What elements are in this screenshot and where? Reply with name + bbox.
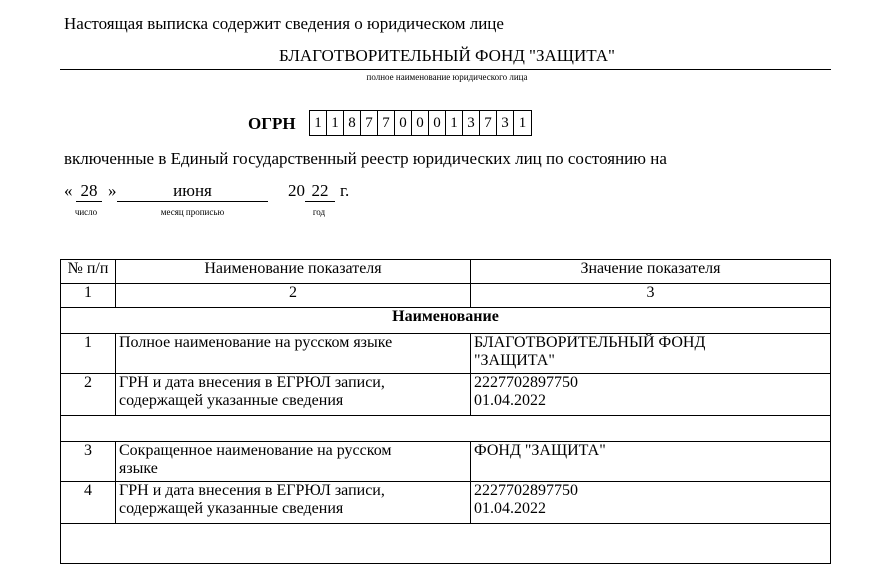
ogrn-digit: 0 xyxy=(429,111,446,135)
indicator-line: ГРН и дата внесения в ЕГРЮЛ записи, xyxy=(119,374,385,391)
row-indicator: Полное наименование на русском языке xyxy=(116,334,471,374)
ogrn-digit: 1 xyxy=(518,114,527,131)
date-year-suffix: 22 xyxy=(305,181,335,202)
col-number-cell: 1 xyxy=(61,284,116,308)
table-row xyxy=(61,374,831,416)
indicator-line: ГРН и дата внесения в ЕГРЮЛ записи, xyxy=(119,482,385,499)
ogrn-digit: 7 xyxy=(480,111,497,135)
row-indicator xyxy=(116,442,471,482)
header-number: № п/п xyxy=(61,260,116,284)
ogrn-digit: 0 xyxy=(412,111,429,135)
section-title: Наименование xyxy=(61,308,831,334)
date-open-quote: « xyxy=(64,181,73,200)
col-number-cell: 3 xyxy=(471,284,831,308)
indicator-line: содержащей указанные сведения xyxy=(119,500,344,517)
date-month: июня xyxy=(117,181,268,202)
table-row xyxy=(61,442,831,482)
row-value xyxy=(471,374,831,416)
row-number: 1 xyxy=(61,334,116,374)
value-line: 2227702897750 xyxy=(474,482,578,499)
ogrn-digit: 7 xyxy=(361,111,378,135)
row-number: 2 xyxy=(61,374,116,416)
value-line: 01.04.2022 xyxy=(474,392,546,409)
organization-name: БЛАГОТВОРИТЕЛЬНЫЙ ФОНД "ЗАЩИТА" xyxy=(279,46,615,65)
intro-text: Настоящая выписка содержит сведения о юридическом лице xyxy=(64,14,504,33)
ogrn-digits xyxy=(309,110,532,136)
indicator-line: языке xyxy=(119,460,158,477)
date-day: 28 xyxy=(76,181,102,202)
spacer-row xyxy=(61,416,831,442)
year-caption: год xyxy=(312,207,326,217)
extract-table xyxy=(60,259,831,564)
ogrn-digit: 7 xyxy=(378,111,395,135)
spacer-cell xyxy=(61,524,831,564)
value-line: 01.04.2022 xyxy=(474,500,546,517)
indicator-line: Сокращенное наименование на русском xyxy=(119,442,392,459)
row-number: 4 xyxy=(61,482,116,524)
row-value xyxy=(471,334,831,374)
ogrn-digit: 1 xyxy=(446,111,463,135)
row-number: 3 xyxy=(61,442,116,482)
date-year-prefix: 20 xyxy=(288,181,305,200)
included-text: включенные в Единый государственный реестр юридических лиц по состоянию на xyxy=(64,149,667,168)
ogrn-digit: 8 xyxy=(344,111,361,135)
value-line: БЛАГОТВОРИТЕЛЬНЫЙ ФОНД xyxy=(474,334,706,351)
value-line: "ЗАЩИТА" xyxy=(474,352,555,369)
ogrn-digit: 3 xyxy=(463,111,480,135)
ogrn-digit: 1 xyxy=(310,111,327,135)
column-number-row xyxy=(61,284,831,308)
indicator-line: содержащей указанные сведения xyxy=(119,392,344,409)
table-header-row xyxy=(61,260,831,284)
spacer-row xyxy=(61,524,831,564)
row-indicator xyxy=(116,374,471,416)
divider xyxy=(60,69,831,70)
organization-caption: полное наименование юридического лица xyxy=(366,72,528,82)
row-value xyxy=(471,482,831,524)
ogrn-digit: 3 xyxy=(497,111,514,135)
table-row xyxy=(61,482,831,524)
spacer-cell xyxy=(61,416,831,442)
table-row xyxy=(61,334,831,374)
ogrn-label: ОГРН xyxy=(248,114,296,133)
day-caption: число xyxy=(74,207,98,217)
header-indicator: Наименование показателя xyxy=(116,260,471,284)
date-close-quote: » xyxy=(108,181,117,200)
ogrn-digit: 1 xyxy=(327,111,344,135)
date-year-word: г. xyxy=(340,181,350,200)
row-indicator xyxy=(116,482,471,524)
ogrn-digit: 0 xyxy=(395,111,412,135)
header-value: Значение показателя xyxy=(471,260,831,284)
col-number-cell: 2 xyxy=(116,284,471,308)
value-line: 2227702897750 xyxy=(474,374,578,391)
month-caption: месяц прописью xyxy=(160,207,225,217)
section-row xyxy=(61,308,831,334)
row-value: ФОНД "ЗАЩИТА" xyxy=(471,442,831,482)
